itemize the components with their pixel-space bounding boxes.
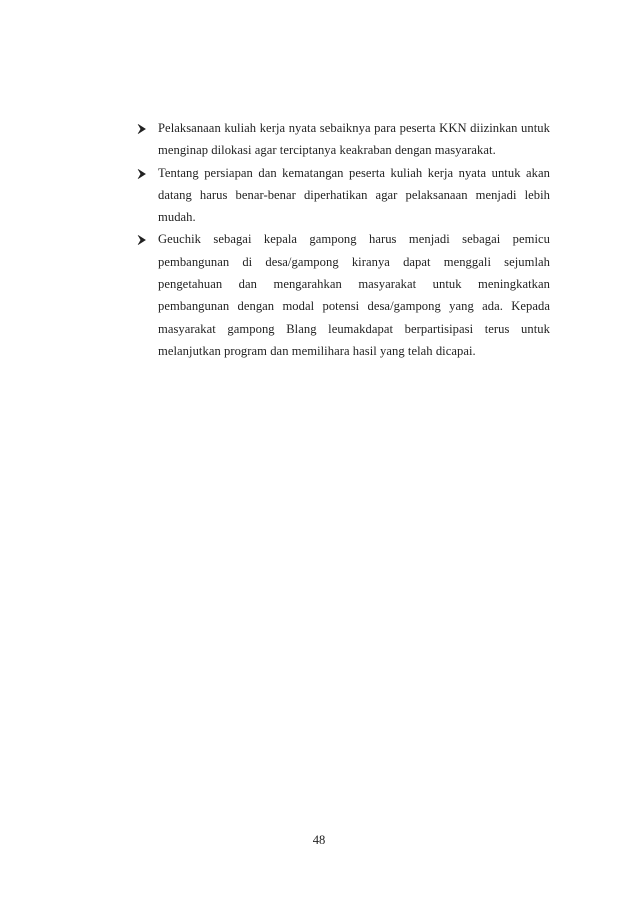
recommendation-list <box>136 117 550 362</box>
page-number: 48 <box>312 833 326 847</box>
list-item <box>136 117 550 162</box>
list-item-text: Tentang persiapan dan kematangan peserta kuliah kerja nyata untuk akan datang harus benar-benar diperhatikan agar pelaksanaan menjadi lebih mudah. <box>158 165 550 225</box>
list-item <box>136 162 550 229</box>
list-item <box>136 228 550 362</box>
arrow-bullet-icon <box>136 163 150 185</box>
arrow-bullet-icon <box>136 229 150 251</box>
list-item-text: Geuchik sebagai kepala gampong harus menjadi sebagai pemicu pembangunan di desa/gampong kiranya dapat menggali sejumlah pengetahuan dan mengarahkan masyarakat untuk meningkatkan pembangunan dengan modal potensi desa/gampong yang ada. Kepada masyarakat gampong Blang leumakdapat berpartisipasi terus untuk melanjutkan program dan memilihara hasil yang telah dicapai. <box>158 232 550 358</box>
arrow-bullet-icon <box>136 118 150 140</box>
list-item-text: Pelaksanaan kuliah kerja nyata sebaiknya para peserta KKN diizinkan untuk menginap dilokasi agar terciptanya keakraban dengan masyarakat. <box>158 121 550 158</box>
